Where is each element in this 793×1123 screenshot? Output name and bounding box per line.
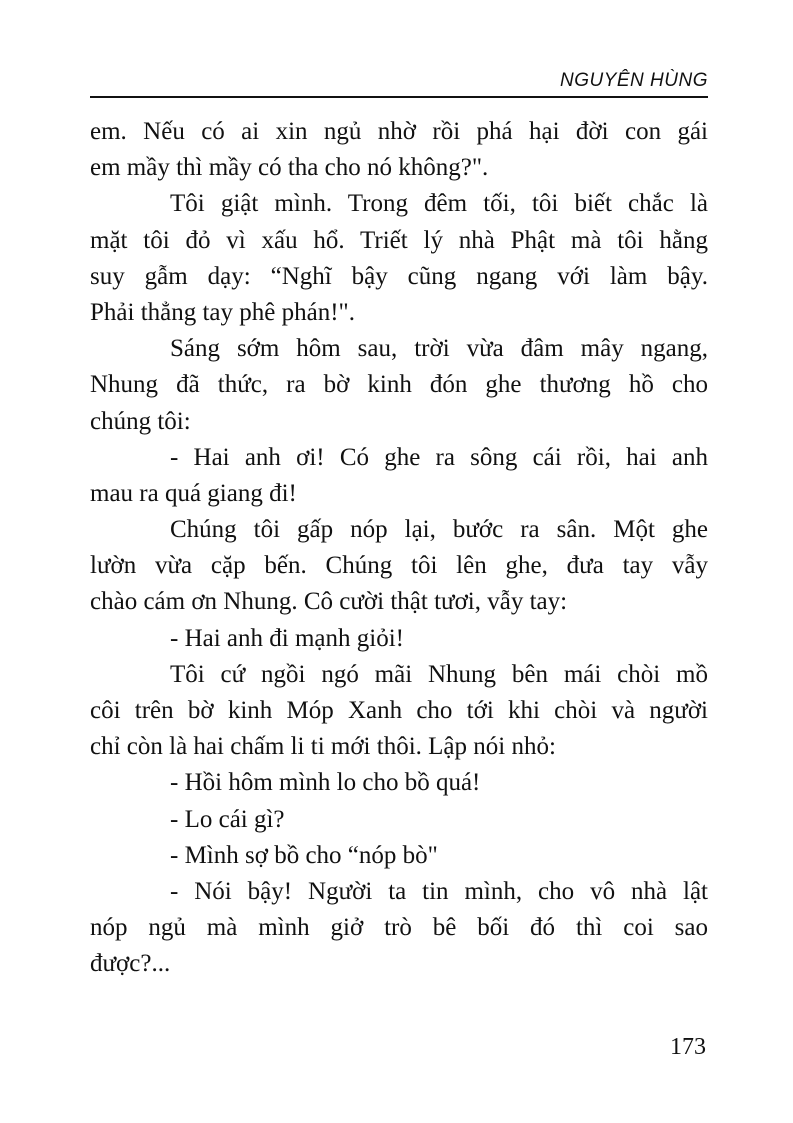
text-line: - Hai anh ơi! Có ghe ra sông cái rồi, hai anh — [170, 443, 708, 471]
text-line: Tôi cứ ngồi ngó mãi Nhung bên mái chòi mồ — [170, 660, 708, 688]
text-line: em mầy thì mầy có tha cho nó không?". — [90, 154, 489, 182]
text-line: côi trên bờ kinh Móp Xanh cho tới khi chòi và người — [90, 697, 708, 724]
text-line: Tôi giật mình. Trong đêm tối, tôi biết chắc là — [170, 190, 708, 218]
text-line: suy gẫm dạy: “Nghĩ bậy cũng ngang với làm bậy. — [90, 262, 708, 290]
text-line: chào cám ơn Nhung. Cô cười thật tươi, vẫy tay: — [90, 588, 568, 616]
header-rule — [90, 96, 708, 98]
text-line: chỉ còn là hai chấm li ti mới thôi. Lập nói nhỏ: — [90, 733, 556, 761]
text-line: Chúng tôi gấp nóp lại, bước ra sân. Một ghe — [170, 516, 708, 544]
text-line: - Mình sợ bồ cho “nóp bò" — [170, 841, 438, 869]
text-line: - Hai anh đi mạnh giỏi! — [170, 624, 404, 652]
text-line: Sáng sớm hôm sau, trời vừa đâm mây ngang, — [170, 335, 708, 363]
text-line: mặt tôi đỏ vì xấu hổ. Triết lý nhà Phật mà tôi hằng — [90, 226, 708, 254]
text-line: lườn vừa cặp bến. Chúng tôi lên ghe, đưa tay vẫy — [90, 552, 708, 580]
text-line: em. Nếu có ai xin ngủ nhờ rồi phá hại đời con gái — [90, 118, 708, 145]
text-line: nóp ngủ mà mình giở trò bê bối đó thì coi sao — [90, 914, 708, 942]
page-number: 173 — [670, 1034, 706, 1060]
text-line: - Nói bậy! Người ta tin mình, cho vô nhà lật — [170, 877, 708, 905]
text-line: - Lo cái gì? — [170, 805, 285, 833]
text-line: - Hồi hôm mình lo cho bồ quá! — [170, 769, 481, 797]
text-line: được?... — [90, 950, 171, 978]
running-header: NGUYÊN HÙNG — [559, 70, 708, 91]
page-body — [90, 114, 708, 983]
text-line: mau ra quá giang đi! — [90, 479, 297, 507]
text-line: Nhung đã thức, ra bờ kinh đón ghe thương hồ cho — [90, 371, 708, 399]
text-line: chúng tôi: — [90, 407, 191, 435]
text-line: Phải thẳng tay phê phán!". — [90, 298, 356, 326]
